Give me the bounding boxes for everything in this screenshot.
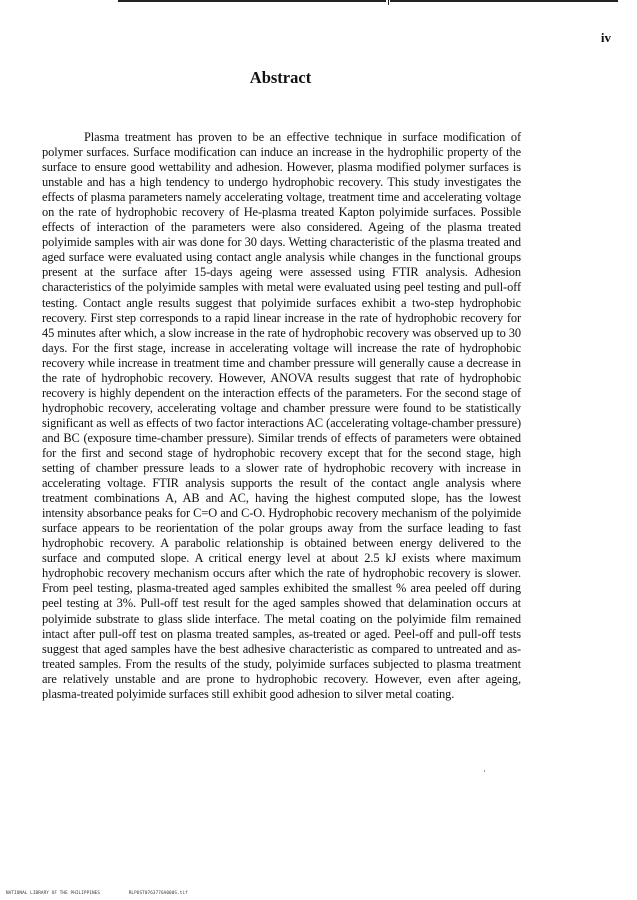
- scan-footer: [6, 891, 188, 896]
- top-border-line: [118, 0, 618, 2]
- footer-file-code: RLPOST0763776A000S.tif: [128, 891, 188, 896]
- page-number: iv: [600, 30, 611, 45]
- page-title: Abstract: [249, 68, 312, 87]
- top-border-tick: [388, 0, 389, 5]
- abstract-body: Plasma treatment has proven to be an effective technique in surface modification of polymer surfaces. Surface modification can induce an increase in the hydrophilic property of the surface to ensure good wettability and adhesion. However, plasma modified polymer surfaces is unstable and has a high tendency to undergo hydrophobic recovery. This study investigates the effects of plasma parameters namely accelerating voltage, treatment time and accelerating voltage on the rate of hydrophobic recovery of He-plasma treated Kapton polyimide surfaces. Possible effects of interaction of the parameters were also considered. Ageing of the plasma treated polyimide samples with air was done for 30 days. Wetting characteristic of the plasma treated and aged surface were evaluated using contact angle analysis while changes in the functional groups present at the surface after 15-days ageing were assessed using FTIR analysis. Adhesion characteristics of the polyimide samples with metal were evaluated using peel testing and pull-off testing. Contact angle results suggest that polyimide surfaces exhibit a two-step hydrophobic recovery. First step corresponds to a rapid linear increase in the rate of hydrophobic recovery for 45 minutes after which, a slow increase in the rate of hydrophobic recovery was observed up to 30 days. For the first stage, increase in accelerating voltage will increase the rate of hydrophobic recovery while increase in treatment time and chamber pressure will generally cause a decrease in the rate of hydrophobic recovery. However, ANOVA results suggest that rate of hydrophobic recovery is highly dependent on the interaction effects of the parameters. For the second stage of hydrophobic recovery, accelerating voltage and chamber pressure were found to be statistically significant as well as effects of two factor interactions AC (accelerating voltage-chamber pressure) and BC (exposure time-chamber pressure). Similar trends of effects of parameters were obtained for the first and second stage of hydrophobic recovery except that for the second stage, high setting of chamber pressure leads to a slower rate of hydrophobic recovery with increase in accelerating voltage. FTIR analysis supports the result of the contact angle analysis where treatment combinations A, AB and AC, having the highest computed slope, has the lowest intensity absorbance peaks for C=O and C-O. Hydrophobic recovery mechanism of the polyimide surface appears to be reorientation of the polar groups away from the surface leading to fast hydrophobic recovery. A parabolic relationship is obtained between energy delivered to the surface and computed slope. A critical energy level at about 2.5 kJ exists where maximum hydrophobic recovery mechanism occurs after which the rate of hydrophobic recovery is slower. From peel testing, plasma-treated aged samples exhibited the smallest % area peeled off during peel testing at 3%. Pull-off test result for the aged samples showed that delamination occurs at polyimide substrate to glass slide interface. The metal coating on the polyimide film remained intact after pull-off test on plasma treated samples, as-treated or aged. Peel-off and pull-off tests suggest that aged samples have the best adhesive characteristic as compared to untreated and as-treated samples. From the results of the study, polyimide surfaces subjected to plasma treatment are relatively unstable and are prone to hydrophobic recovery. However, even after ageing, plasma-treated polyimide surfaces still exhibit good adhesion to silver metal coating.: [42, 130, 522, 701]
- footer-library: NATIONAL LIBRARY OF THE PHILIPPINES: [6, 891, 101, 896]
- scan-speck: [484, 770, 485, 772]
